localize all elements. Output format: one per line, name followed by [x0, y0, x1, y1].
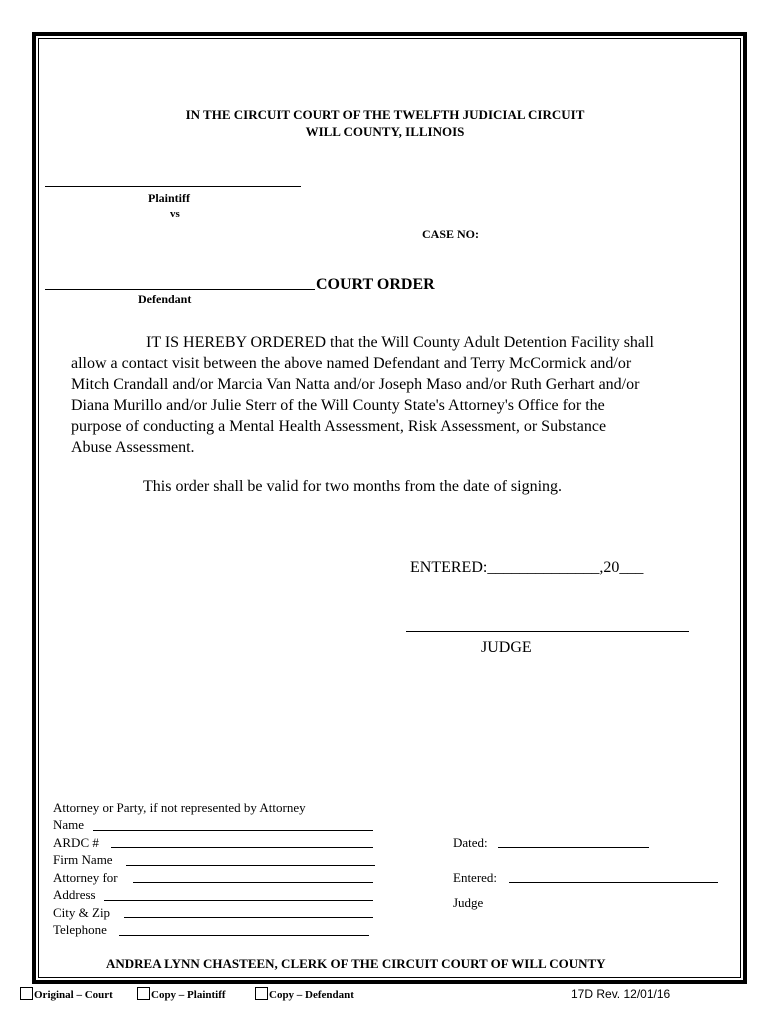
- attorney-field-label: Address: [53, 887, 96, 902]
- document-border-inner: [38, 38, 741, 978]
- dated-label: Dated:: [453, 835, 488, 850]
- firm-name-input[interactable]: [126, 865, 375, 866]
- attorney-field-label: Attorney for: [53, 870, 118, 885]
- checkbox-box[interactable]: [255, 987, 268, 1000]
- order-text-line: purpose of conducting a Mental Health Assessment, Risk Assessment, or Substance: [71, 418, 607, 435]
- defendant-name-line: [45, 289, 315, 290]
- court-header-line1: IN THE CIRCUIT COURT OF THE TWELFTH JUDICIAL CIRCUIT: [185, 107, 585, 122]
- attorney-field-label: Telephone: [53, 922, 107, 937]
- plaintiff-label: Plaintiff: [148, 191, 190, 205]
- order-text-line: Diana Murillo and/or Julie Sterr of the Will County State's Attorney's Office for the: [71, 397, 605, 414]
- case-no-label: CASE NO:: [422, 227, 480, 241]
- checkbox-original-court[interactable]: [20, 987, 113, 1001]
- city-zip-input[interactable]: [124, 917, 373, 918]
- checkbox-label: Copy – Plaintiff: [151, 989, 226, 1001]
- judge-signature-line[interactable]: [406, 631, 689, 632]
- order-text-line: Mitch Crandall and/or Marcia Van Natta and/or Joseph Maso and/or Ruth Gerhart and/or: [71, 376, 640, 393]
- vs-label: vs: [170, 208, 180, 220]
- checkbox-copy-defendant[interactable]: [255, 987, 354, 1001]
- ardc-input[interactable]: [111, 847, 373, 848]
- court-order-title: COURT ORDER: [316, 276, 435, 293]
- checkbox-label: Copy – Defendant: [269, 989, 354, 1001]
- order-text-line: Abuse Assessment.: [71, 439, 195, 456]
- judge-label: JUDGE: [481, 639, 532, 656]
- plaintiff-name-line: [45, 186, 301, 187]
- attorney-field-label: Name: [53, 817, 85, 832]
- checkbox-label: Original – Court: [34, 989, 113, 1001]
- attorney-block-heading: Attorney or Party, if not represented by Attorney: [53, 800, 306, 815]
- entered-input[interactable]: [509, 882, 718, 883]
- order-text-line: allow a contact visit between the above named Defendant and Terry McCormick and/or: [71, 355, 632, 372]
- court-header-line2: WILL COUNTY, ILLINOIS: [305, 124, 465, 139]
- attorney-for-input[interactable]: [133, 882, 373, 883]
- attorney-name-input[interactable]: [93, 830, 373, 831]
- entered-date-line[interactable]: ENTERED:______________,20___: [410, 559, 644, 576]
- checkbox-copy-plaintiff[interactable]: [137, 987, 226, 1001]
- checkbox-box[interactable]: [137, 987, 150, 1000]
- attorney-field-label: City & Zip: [53, 905, 111, 920]
- attorney-field-label: ARDC #: [53, 835, 99, 850]
- right-judge-label: Judge: [453, 895, 484, 910]
- telephone-input[interactable]: [119, 935, 369, 936]
- defendant-label: Defendant: [138, 292, 192, 306]
- attorney-field-label: Firm Name: [53, 852, 113, 867]
- form-revision: 17D Rev. 12/01/16: [571, 987, 671, 1001]
- address-input[interactable]: [104, 900, 373, 901]
- checkbox-box[interactable]: [20, 987, 33, 1000]
- dated-input[interactable]: [498, 847, 649, 848]
- validity-text: This order shall be valid for two months from the date of signing.: [143, 478, 563, 495]
- entered-label: Entered:: [453, 870, 498, 885]
- order-text-line: IT IS HEREBY ORDERED that the Will County Adult Detention Facility shall: [146, 334, 654, 351]
- clerk-name: ANDREA LYNN CHASTEEN, CLERK OF THE CIRCUIT COURT OF WILL COUNTY: [106, 956, 606, 971]
